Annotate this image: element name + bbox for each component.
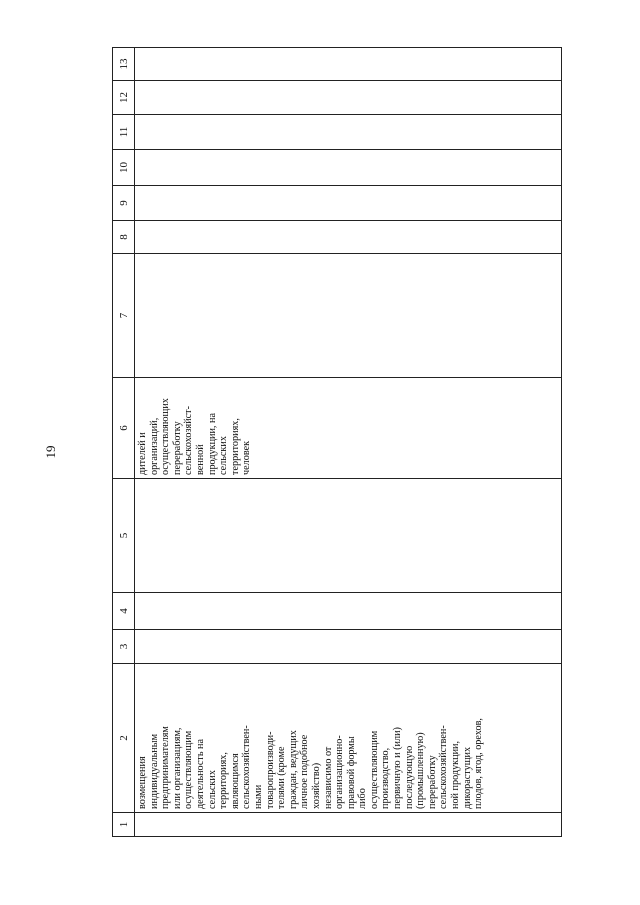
- header-cell-3: 3: [113, 630, 135, 664]
- header-row: [113, 48, 135, 837]
- cell-6-indicator: [135, 378, 562, 479]
- cell-1: [135, 813, 562, 837]
- rotated-table: [112, 58, 562, 837]
- header-cell-5: 5: [113, 479, 135, 593]
- header-cell-4: 4: [113, 593, 135, 630]
- header-cell-13: 13: [113, 48, 135, 81]
- cell-4: [135, 593, 562, 630]
- cell-3: [135, 630, 562, 664]
- header-cell-1: 1: [113, 813, 135, 837]
- header-cell-6: 6: [113, 378, 135, 479]
- table-row: [135, 48, 562, 837]
- data-table: [112, 47, 562, 837]
- cell-8: [135, 221, 562, 254]
- cell-6-text: дителей и организаций, осуществляющих переработку сельскохозяйст- венной продукции, на сельских территориях, человек: [137, 398, 253, 475]
- cell-13: [135, 48, 562, 81]
- cell-12: [135, 81, 562, 115]
- cell-11: [135, 115, 562, 150]
- cell-2-text: возмещения индивидуальным предпринимателям или организациям, осуществляющим деятельность на сельских территориях, являющимся сельскохозяйствен- ными товаропроизводи- телями (кроме граждан, ведущих личное подобное хозяйство) независимо от организационно- правовой формы либо осуществляющим производство, первичную и (или) последующую (промышленную) переработку сельскохозяйствен- ной продукции, дикорастущих плодов, ягод, орехов,: [137, 718, 485, 809]
- cell-7: [135, 254, 562, 378]
- header-cell-10: 10: [113, 150, 135, 186]
- header-cell-12: 12: [113, 81, 135, 115]
- cell-10: [135, 150, 562, 186]
- header-cell-11: 11: [113, 115, 135, 150]
- table-wrapper: [112, 58, 562, 837]
- header-cell-9: 9: [113, 186, 135, 221]
- header-cell-7: 7: [113, 254, 135, 378]
- page-number: 19: [43, 445, 58, 459]
- cell-2-description: [135, 664, 562, 813]
- cell-5: [135, 479, 562, 593]
- header-cell-8: 8: [113, 221, 135, 254]
- cell-9: [135, 186, 562, 221]
- header-cell-2: 2: [113, 664, 135, 813]
